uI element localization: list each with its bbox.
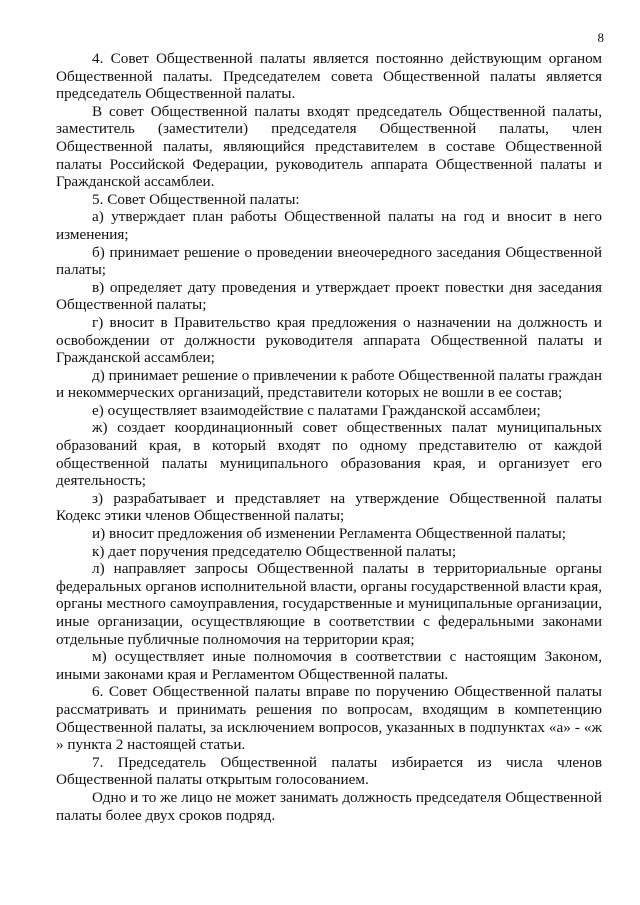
paragraph-7: 7. Председатель Общественной палаты избирается из числа членов Общественной палаты открытым голосованием.: [56, 753, 602, 789]
paragraph-6: 6. Совет Общественной палаты вправе по поручению Общественной палаты рассматривать и принимать решения по вопросам, входящим в компетенцию Общественной палаты, за исключением вопросов, указанных в подпунктах «а» - «ж » пункта 2 настоящей статьи.: [56, 683, 602, 754]
list-item-z: з) разрабатывает и представляет на утверждение Общественной палаты Кодекс этики членов Общественной палаты;: [56, 489, 602, 525]
list-item-b: б) принимает решение о проведении внеочередного заседания Общественной палаты;: [56, 243, 602, 279]
list-item-zh: ж) создает координационный совет общественных палат муниципальных образований края, в который входят по одному представителю от каждой общественной палаты муниципального образования края, и организует его деятельность;: [56, 419, 602, 490]
paragraph-5-heading: 5. Совет Общественной палаты:: [92, 190, 300, 208]
page-number: 8: [597, 30, 604, 45]
list-item-d: д) принимает решение о привлечении к работе Общественной палаты граждан и некоммерческих организаций, представители которых не вошли в ее состав;: [56, 366, 602, 402]
list-item-v: в) определяет дату проведения и утверждает проект повестки дня заседания Общественной палаты;: [56, 278, 602, 314]
list-item-a: а) утверждает план работы Общественной палаты на год и вносит в него изменения;: [56, 208, 602, 243]
document-body: [56, 50, 602, 824]
paragraph-term-limit: Одно и то же лицо не может занимать должность председателя Общественной палаты более двух сроков подряд.: [56, 788, 602, 824]
list-item-k: к) дает поручения председателю Общественной палаты;: [92, 542, 457, 560]
list-item-g: г) вносит в Правительство края предложения о назначении на должность и освобождении от должности руководителя аппарата Общественной палаты и Гражданской ассамблеи;: [56, 313, 602, 367]
paragraph-4-council: 4. Совет Общественной палаты является постоянно действующим органом Общественной палаты. Председателем совета Общественной палаты является председатель Общественной палаты.: [56, 50, 602, 103]
paragraph-council-composition: В совет Общественной палаты входят председатель Общественной палаты, заместитель (заместители) председателя Общественной палаты, член Общественной палаты, являющийся представителем в составе Общественной палаты Российской Федерации, руководитель аппарата Общественной палаты и Гражданской ассамблеи.: [56, 102, 602, 191]
list-item-m: м) осуществляет иные полномочия в соответствии с настоящим Законом, иными законами края и Регламентом Общественной палаты.: [56, 648, 602, 683]
list-item-e: е) осуществляет взаимодействие с палатами Гражданской ассамблеи;: [92, 401, 541, 419]
list-item-l: л) направляет запросы Общественной палаты в территориальные органы федеральных органов исполнительной власти, органы государственной власти края, органы местного самоуправления, государственные и муниципальные организации, иные организации, осуществляющие в соответствии с федеральными законами отдельные публичные полномочия на территории края;: [56, 560, 602, 648]
list-item-i: и) вносит предложения об изменении Регламента Общественной палаты;: [92, 525, 566, 543]
